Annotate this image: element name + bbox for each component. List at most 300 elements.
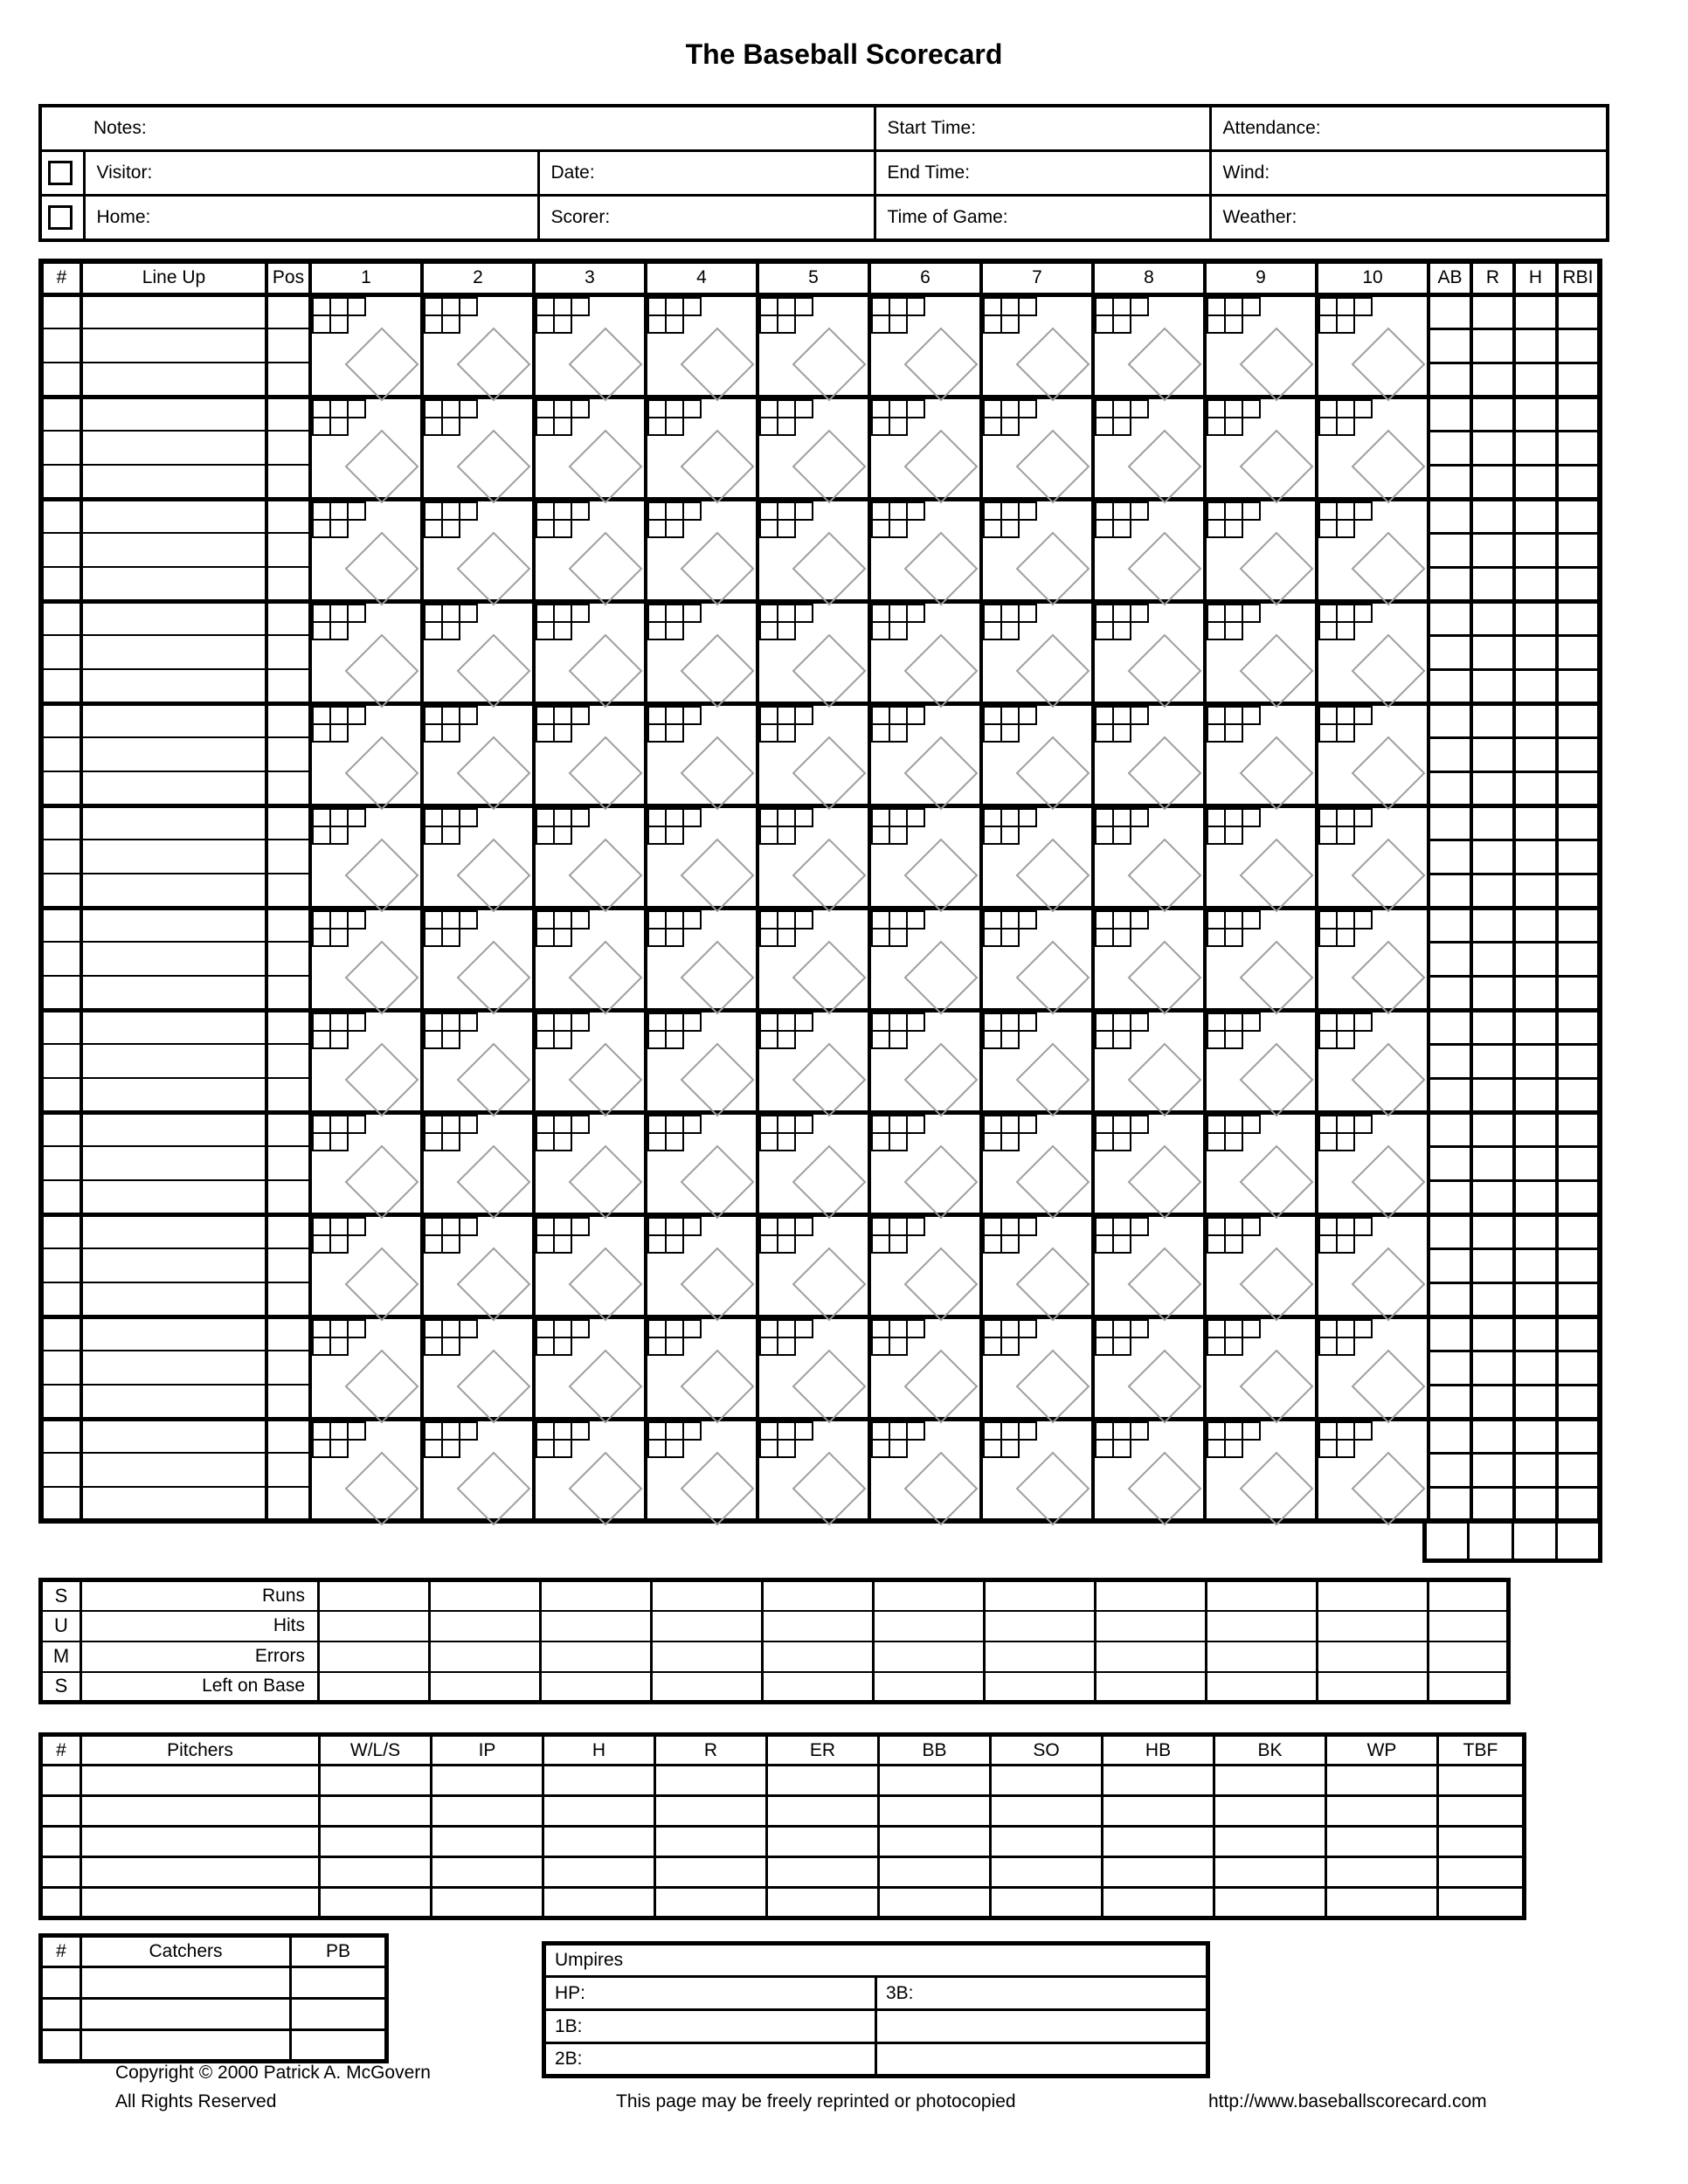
position-cell[interactable] <box>266 1385 310 1419</box>
stat-cell-ab[interactable] <box>1429 703 1471 737</box>
ball-box[interactable] <box>536 1013 555 1032</box>
strike-box[interactable] <box>889 1337 908 1356</box>
ball-box[interactable] <box>1000 604 1020 623</box>
ball-box[interactable] <box>441 1013 460 1032</box>
ball-box[interactable] <box>906 1319 925 1338</box>
basepath-diamond[interactable] <box>904 1042 979 1116</box>
basepath-diamond[interactable] <box>457 1042 531 1116</box>
lineup-name-cell[interactable] <box>81 805 266 840</box>
pitcher-cell[interactable] <box>655 1827 767 1857</box>
stat-cell-r[interactable] <box>1471 976 1514 1010</box>
strike-box[interactable] <box>1095 826 1114 845</box>
ball-box[interactable] <box>906 501 925 521</box>
ball-box[interactable] <box>1130 399 1149 418</box>
sums-cell[interactable] <box>319 1611 430 1641</box>
strike-box[interactable] <box>647 519 667 538</box>
pitcher-cell[interactable] <box>655 1796 767 1827</box>
catcher-cell[interactable] <box>81 2030 291 2062</box>
stat-cell-h[interactable] <box>1514 1044 1557 1078</box>
ball-box[interactable] <box>571 910 590 930</box>
ball-box[interactable] <box>1224 501 1243 521</box>
stat-cell-rbi[interactable] <box>1557 465 1600 499</box>
stat-cell-rbi[interactable] <box>1557 601 1600 635</box>
ball-box[interactable] <box>1353 1421 1373 1441</box>
stat-cell-h[interactable] <box>1514 1385 1557 1419</box>
inning-cell[interactable] <box>1317 1317 1429 1419</box>
ball-box[interactable] <box>1353 706 1373 725</box>
basepath-diamond[interactable] <box>457 531 531 605</box>
ball-box[interactable] <box>347 1319 366 1338</box>
strike-box[interactable] <box>424 417 443 436</box>
lineup-name-cell[interactable] <box>81 874 266 908</box>
ball-box[interactable] <box>1353 1217 1373 1236</box>
ball-box[interactable] <box>889 399 908 418</box>
umpire-field-blank[interactable] <box>876 2010 1208 2043</box>
position-cell[interactable] <box>266 294 310 328</box>
ball-box[interactable] <box>1318 910 1338 930</box>
inning-cell[interactable] <box>422 499 534 601</box>
stat-cell-ab[interactable] <box>1429 874 1471 908</box>
position-cell[interactable] <box>266 840 310 874</box>
ball-box[interactable] <box>1224 1115 1243 1134</box>
inning-cell[interactable] <box>1205 1010 1317 1112</box>
strike-box[interactable] <box>1336 621 1355 640</box>
stat-cell-r[interactable] <box>1471 1317 1514 1351</box>
strike-box[interactable] <box>329 1439 349 1458</box>
ball-box[interactable] <box>983 706 1002 725</box>
ball-box[interactable] <box>889 1115 908 1134</box>
stat-cell-rbi[interactable] <box>1557 1180 1600 1214</box>
batter-number-cell[interactable] <box>41 1487 81 1521</box>
strike-box[interactable] <box>1000 928 1020 947</box>
sums-cell[interactable] <box>430 1580 541 1611</box>
inning-cell[interactable] <box>646 908 758 1010</box>
strike-box[interactable] <box>983 1132 1002 1151</box>
ball-box[interactable] <box>906 297 925 316</box>
basepath-diamond[interactable] <box>569 327 643 401</box>
batter-number-cell[interactable] <box>41 1180 81 1214</box>
sums-cell[interactable] <box>763 1672 874 1703</box>
strike-box[interactable] <box>1000 519 1020 538</box>
basepath-diamond[interactable] <box>681 838 755 912</box>
basepath-diamond[interactable] <box>792 838 867 912</box>
ball-box[interactable] <box>906 399 925 418</box>
batter-number-cell[interactable] <box>41 363 81 397</box>
pitcher-cell[interactable] <box>1326 1766 1438 1796</box>
batter-number-cell[interactable] <box>41 771 81 805</box>
strike-box[interactable] <box>1224 519 1243 538</box>
position-cell[interactable] <box>266 363 310 397</box>
ball-box[interactable] <box>1353 808 1373 827</box>
basepath-diamond[interactable] <box>904 1144 979 1219</box>
basepath-diamond[interactable] <box>1240 531 1314 605</box>
ball-box[interactable] <box>553 1013 572 1032</box>
ball-box[interactable] <box>536 1115 555 1134</box>
ball-box[interactable] <box>1000 1115 1020 1134</box>
ball-box[interactable] <box>1353 297 1373 316</box>
ball-box[interactable] <box>665 1217 684 1236</box>
stat-cell-rbi[interactable] <box>1557 976 1600 1010</box>
inning-cell[interactable] <box>758 1214 869 1317</box>
lineup-name-cell[interactable] <box>81 1317 266 1351</box>
ball-box[interactable] <box>1336 808 1355 827</box>
stat-cell-rbi[interactable] <box>1557 669 1600 703</box>
ball-box[interactable] <box>1242 297 1261 316</box>
ball-box[interactable] <box>1112 1115 1131 1134</box>
strike-box[interactable] <box>441 928 460 947</box>
inning-cell[interactable] <box>1317 1419 1429 1521</box>
sums-cell[interactable] <box>1318 1672 1429 1703</box>
ball-box[interactable] <box>536 604 555 623</box>
batter-number-cell[interactable] <box>41 1351 81 1385</box>
basepath-diamond[interactable] <box>457 1349 531 1423</box>
ball-box[interactable] <box>1318 1421 1338 1441</box>
strike-box[interactable] <box>312 826 331 845</box>
inning-cell[interactable] <box>422 294 534 397</box>
pitcher-cell[interactable] <box>81 1888 320 1918</box>
ball-box[interactable] <box>553 399 572 418</box>
ball-box[interactable] <box>1353 501 1373 521</box>
sums-cell[interactable] <box>763 1641 874 1672</box>
stat-cell-rbi[interactable] <box>1557 874 1600 908</box>
basepath-diamond[interactable] <box>792 1144 867 1219</box>
strike-box[interactable] <box>871 1030 890 1049</box>
inning-cell[interactable] <box>981 601 1093 703</box>
stat-cell-rbi[interactable] <box>1557 328 1600 363</box>
ball-box[interactable] <box>1130 501 1149 521</box>
ball-box[interactable] <box>665 910 684 930</box>
basepath-diamond[interactable] <box>569 736 643 810</box>
strike-box[interactable] <box>871 723 890 743</box>
stat-cell-r[interactable] <box>1471 805 1514 840</box>
inning-cell[interactable] <box>646 1214 758 1317</box>
strike-box[interactable] <box>777 1234 796 1254</box>
sums-cell[interactable] <box>1318 1641 1429 1672</box>
pitcher-cell[interactable] <box>655 1857 767 1888</box>
stat-cell-r[interactable] <box>1471 1112 1514 1146</box>
ball-box[interactable] <box>347 1115 366 1134</box>
inning-cell[interactable] <box>1317 294 1429 397</box>
stat-cell-ab[interactable] <box>1429 771 1471 805</box>
stat-cell-r[interactable] <box>1471 499 1514 533</box>
batter-number-cell[interactable] <box>41 635 81 669</box>
strike-box[interactable] <box>312 519 331 538</box>
batter-number-cell[interactable] <box>41 533 81 567</box>
basepath-diamond[interactable] <box>904 1247 979 1321</box>
inning-cell[interactable] <box>869 397 981 499</box>
inning-cell[interactable] <box>1317 805 1429 908</box>
ball-box[interactable] <box>1318 808 1338 827</box>
pitcher-cell[interactable] <box>991 1827 1103 1857</box>
stat-cell-rbi[interactable] <box>1557 1248 1600 1282</box>
strike-box[interactable] <box>1000 417 1020 436</box>
stat-cell-r[interactable] <box>1471 363 1514 397</box>
batter-number-cell[interactable] <box>41 1078 81 1112</box>
stat-cell-ab[interactable] <box>1429 431 1471 465</box>
basepath-diamond[interactable] <box>1240 327 1314 401</box>
ball-box[interactable] <box>682 297 702 316</box>
ball-box[interactable] <box>1242 604 1261 623</box>
ball-box[interactable] <box>571 604 590 623</box>
inning-cell[interactable] <box>1205 1317 1317 1419</box>
inning-cell[interactable] <box>981 1010 1093 1112</box>
stat-cell-h[interactable] <box>1514 1078 1557 1112</box>
basepath-diamond[interactable] <box>1128 531 1202 605</box>
ball-box[interactable] <box>889 1217 908 1236</box>
basepath-diamond[interactable] <box>1240 1042 1314 1116</box>
ball-box[interactable] <box>777 297 796 316</box>
stat-cell-h[interactable] <box>1514 294 1557 328</box>
stat-cell-r[interactable] <box>1471 635 1514 669</box>
basepath-diamond[interactable] <box>681 1451 755 1525</box>
inning-cell[interactable] <box>534 601 646 703</box>
inning-cell[interactable] <box>646 601 758 703</box>
ball-box[interactable] <box>553 910 572 930</box>
basepath-diamond[interactable] <box>681 1247 755 1321</box>
ball-box[interactable] <box>1224 1319 1243 1338</box>
strike-box[interactable] <box>553 1030 572 1049</box>
basepath-diamond[interactable] <box>904 1451 979 1525</box>
inning-cell[interactable] <box>1205 601 1317 703</box>
strike-box[interactable] <box>312 1030 331 1049</box>
inning-cell[interactable] <box>981 1317 1093 1419</box>
ball-box[interactable] <box>1242 1013 1261 1032</box>
batter-number-cell[interactable] <box>41 669 81 703</box>
sums-cell[interactable] <box>874 1641 985 1672</box>
ball-box[interactable] <box>871 1115 890 1134</box>
inning-cell[interactable] <box>310 1010 422 1112</box>
basepath-diamond[interactable] <box>569 1144 643 1219</box>
ball-box[interactable] <box>759 604 778 623</box>
umpire-field-1b[interactable] <box>544 2010 876 2043</box>
strike-box[interactable] <box>1224 928 1243 947</box>
ball-box[interactable] <box>459 297 478 316</box>
sums-cell[interactable] <box>652 1580 763 1611</box>
ball-box[interactable] <box>312 501 331 521</box>
stat-cell-h[interactable] <box>1514 669 1557 703</box>
strike-box[interactable] <box>1000 314 1020 334</box>
inning-cell[interactable] <box>534 1010 646 1112</box>
inning-cell[interactable] <box>310 294 422 397</box>
basepath-diamond[interactable] <box>1016 1451 1090 1525</box>
umpire-field-3b[interactable] <box>876 1977 1208 2010</box>
pitcher-cell[interactable] <box>1103 1766 1214 1796</box>
end-time-field[interactable] <box>875 151 1210 196</box>
basepath-diamond[interactable] <box>457 736 531 810</box>
strike-box[interactable] <box>1224 1132 1243 1151</box>
ball-box[interactable] <box>759 910 778 930</box>
inning-cell[interactable] <box>646 499 758 601</box>
basepath-diamond[interactable] <box>457 1247 531 1321</box>
stat-cell-ab[interactable] <box>1429 1248 1471 1282</box>
strike-box[interactable] <box>441 519 460 538</box>
ball-box[interactable] <box>536 1421 555 1441</box>
batter-number-cell[interactable] <box>41 1214 81 1248</box>
basepath-diamond[interactable] <box>1240 1247 1314 1321</box>
pitcher-cell[interactable] <box>1214 1766 1326 1796</box>
pitcher-cell[interactable] <box>1103 1888 1214 1918</box>
ball-box[interactable] <box>1000 297 1020 316</box>
inning-cell[interactable] <box>310 1112 422 1214</box>
stat-cell-h[interactable] <box>1514 1419 1557 1453</box>
stat-cell-r[interactable] <box>1471 1180 1514 1214</box>
basepath-diamond[interactable] <box>681 1349 755 1423</box>
ball-box[interactable] <box>759 1217 778 1236</box>
lineup-name-cell[interactable] <box>81 840 266 874</box>
strike-box[interactable] <box>536 1337 555 1356</box>
ball-box[interactable] <box>906 910 925 930</box>
stat-cell-rbi[interactable] <box>1557 908 1600 942</box>
pitcher-cell[interactable] <box>1438 1827 1525 1857</box>
basepath-diamond[interactable] <box>904 633 979 708</box>
basepath-diamond[interactable] <box>1016 531 1090 605</box>
stat-cell-r[interactable] <box>1471 1010 1514 1044</box>
lineup-name-cell[interactable] <box>81 1453 266 1487</box>
basepath-diamond[interactable] <box>569 1349 643 1423</box>
basepath-diamond[interactable] <box>1128 940 1202 1014</box>
pitcher-cell[interactable] <box>1326 1888 1438 1918</box>
strike-box[interactable] <box>983 826 1002 845</box>
basepath-diamond[interactable] <box>792 531 867 605</box>
ball-box[interactable] <box>1112 1421 1131 1441</box>
position-cell[interactable] <box>266 669 310 703</box>
strike-box[interactable] <box>1336 1030 1355 1049</box>
stat-cell-r[interactable] <box>1471 1487 1514 1521</box>
strike-box[interactable] <box>1095 1132 1114 1151</box>
strike-box[interactable] <box>647 928 667 947</box>
sums-cell[interactable] <box>874 1611 985 1641</box>
inning-cell[interactable] <box>869 499 981 601</box>
ball-box[interactable] <box>1018 1319 1037 1338</box>
pitcher-cell[interactable] <box>41 1888 81 1918</box>
strike-box[interactable] <box>1336 928 1355 947</box>
stat-cell-ab[interactable] <box>1429 1282 1471 1317</box>
strike-box[interactable] <box>1095 1337 1114 1356</box>
ball-box[interactable] <box>906 1421 925 1441</box>
ball-box[interactable] <box>682 1217 702 1236</box>
ball-box[interactable] <box>871 604 890 623</box>
ball-box[interactable] <box>647 1013 667 1032</box>
basepath-diamond[interactable] <box>904 838 979 912</box>
stat-cell-rbi[interactable] <box>1557 1078 1600 1112</box>
inning-cell[interactable] <box>646 1419 758 1521</box>
ball-box[interactable] <box>329 1319 349 1338</box>
pitcher-cell[interactable] <box>1438 1796 1525 1827</box>
strike-box[interactable] <box>871 1337 890 1356</box>
stat-cell-rbi[interactable] <box>1557 1487 1600 1521</box>
stat-cell-h[interactable] <box>1514 1487 1557 1521</box>
ball-box[interactable] <box>553 706 572 725</box>
stat-cell-ab[interactable] <box>1429 601 1471 635</box>
position-cell[interactable] <box>266 1282 310 1317</box>
pitcher-cell[interactable] <box>1214 1796 1326 1827</box>
ball-box[interactable] <box>1207 501 1226 521</box>
strike-box[interactable] <box>1095 314 1114 334</box>
ball-box[interactable] <box>871 1319 890 1338</box>
batter-number-cell[interactable] <box>41 601 81 635</box>
stat-cell-ab[interactable] <box>1429 1453 1471 1487</box>
pitcher-cell[interactable] <box>1438 1766 1525 1796</box>
ball-box[interactable] <box>1095 1217 1114 1236</box>
lineup-name-cell[interactable] <box>81 567 266 601</box>
ball-box[interactable] <box>871 706 890 725</box>
stat-cell-h[interactable] <box>1514 567 1557 601</box>
home-checkbox[interactable] <box>48 205 73 230</box>
basepath-diamond[interactable] <box>457 327 531 401</box>
ball-box[interactable] <box>777 1421 796 1441</box>
ball-box[interactable] <box>983 297 1002 316</box>
inning-cell[interactable] <box>422 1317 534 1419</box>
ball-box[interactable] <box>1336 706 1355 725</box>
strike-box[interactable] <box>536 1234 555 1254</box>
strike-box[interactable] <box>1207 1132 1226 1151</box>
strike-box[interactable] <box>665 417 684 436</box>
basepath-diamond[interactable] <box>1016 1144 1090 1219</box>
position-cell[interactable] <box>266 499 310 533</box>
start-time-field[interactable] <box>875 106 1210 151</box>
stat-cell-h[interactable] <box>1514 703 1557 737</box>
batter-number-cell[interactable] <box>41 431 81 465</box>
position-cell[interactable] <box>266 1078 310 1112</box>
strike-box[interactable] <box>1336 1234 1355 1254</box>
stat-cell-rbi[interactable] <box>1557 1453 1600 1487</box>
stat-cell-h[interactable] <box>1514 908 1557 942</box>
catcher-cell[interactable] <box>291 2030 387 2062</box>
strike-box[interactable] <box>759 1234 778 1254</box>
ball-box[interactable] <box>759 297 778 316</box>
inning-cell[interactable] <box>534 908 646 1010</box>
ball-box[interactable] <box>553 1319 572 1338</box>
stat-cell-r[interactable] <box>1471 1214 1514 1248</box>
position-cell[interactable] <box>266 1419 310 1453</box>
stat-cell-rbi[interactable] <box>1557 1112 1600 1146</box>
ball-box[interactable] <box>312 1013 331 1032</box>
basepath-diamond[interactable] <box>569 1451 643 1525</box>
ball-box[interactable] <box>571 297 590 316</box>
inning-cell[interactable] <box>534 703 646 805</box>
strike-box[interactable] <box>536 314 555 334</box>
ball-box[interactable] <box>312 1421 331 1441</box>
batter-number-cell[interactable] <box>41 1112 81 1146</box>
pitcher-cell[interactable] <box>767 1888 879 1918</box>
stat-cell-r[interactable] <box>1471 703 1514 737</box>
pitcher-cell[interactable] <box>1326 1827 1438 1857</box>
strike-box[interactable] <box>536 417 555 436</box>
ball-box[interactable] <box>794 604 813 623</box>
ball-box[interactable] <box>1000 399 1020 418</box>
lineup-name-cell[interactable] <box>81 1385 266 1419</box>
ball-box[interactable] <box>1018 297 1037 316</box>
ball-box[interactable] <box>1224 706 1243 725</box>
ball-box[interactable] <box>794 1115 813 1134</box>
batter-number-cell[interactable] <box>41 465 81 499</box>
strike-box[interactable] <box>1000 1337 1020 1356</box>
ball-box[interactable] <box>759 1421 778 1441</box>
inning-cell[interactable] <box>1093 499 1205 601</box>
stat-cell-ab[interactable] <box>1429 465 1471 499</box>
ball-box[interactable] <box>1000 1421 1020 1441</box>
stat-cell-r[interactable] <box>1471 397 1514 431</box>
lineup-name-cell[interactable] <box>81 942 266 976</box>
ball-box[interactable] <box>983 1319 1002 1338</box>
wind-field[interactable] <box>1210 151 1608 196</box>
basepath-diamond[interactable] <box>1352 1451 1426 1525</box>
basepath-diamond[interactable] <box>792 1042 867 1116</box>
ball-box[interactable] <box>889 808 908 827</box>
ball-box[interactable] <box>1018 808 1037 827</box>
inning-cell[interactable] <box>1317 703 1429 805</box>
strike-box[interactable] <box>889 723 908 743</box>
